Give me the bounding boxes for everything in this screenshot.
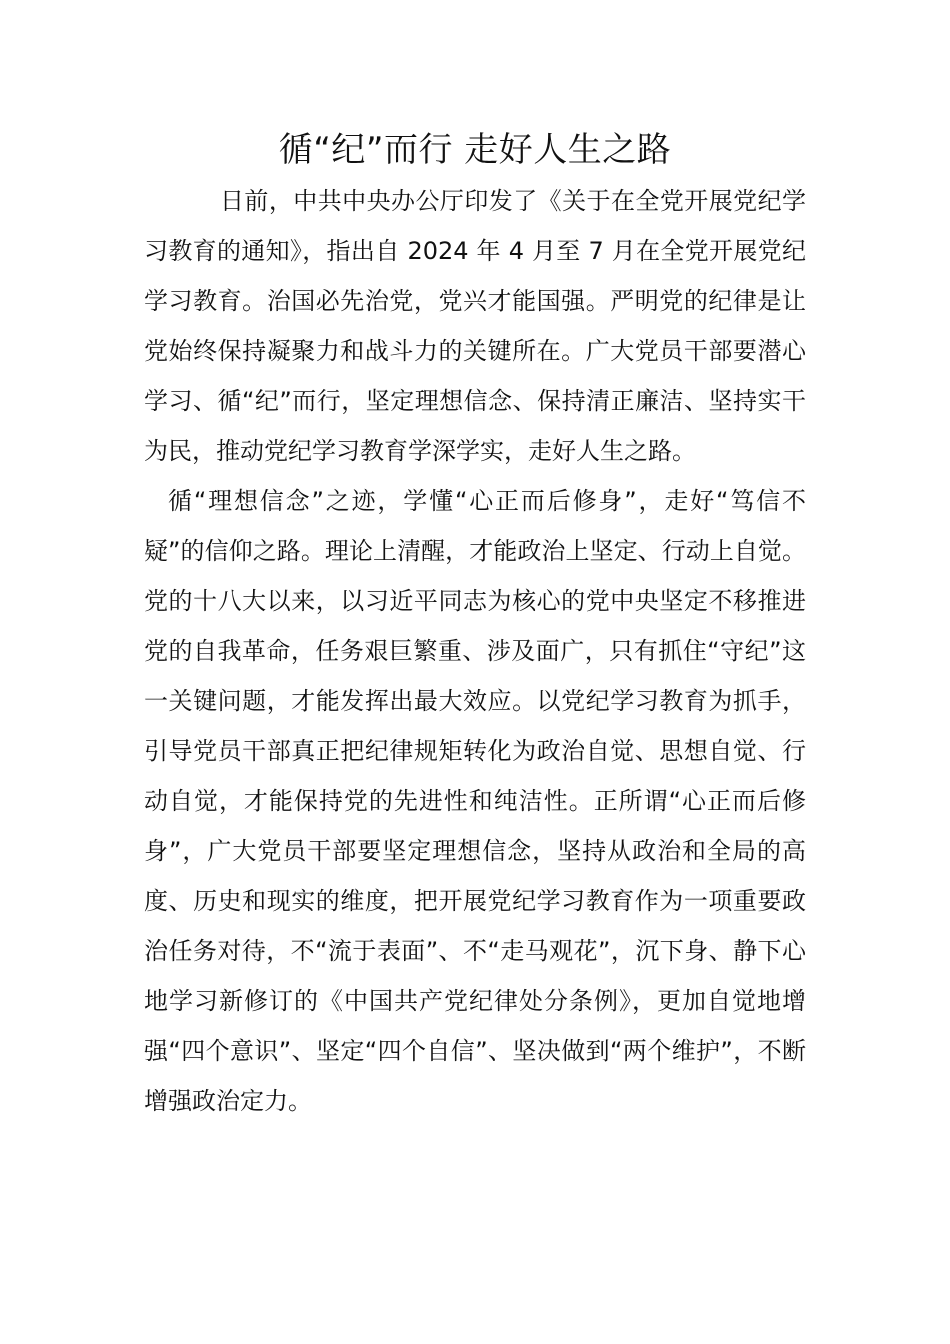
paragraph-intro: 日前，中共中央办公厅印发了《关于在全党开展党纪学习教育的通知》，指出自 2024 年 4 月至 7 月在全党开展党纪学习教育。治国必先治党，党兴才能国强。严明党的纪律是让党始终保持凝聚力和战斗力的关键所在。广大党员干部要潜心学习、循“纪”而行，坚定理想信念、保持清正廉洁、坚持实干为民，推动党纪学习教育学深学实，走好人生之路。 bbox=[144, 187, 806, 465]
document-title: 循“纪”而行 走好人生之路 bbox=[278, 130, 672, 170]
document-body bbox=[144, 176, 806, 1126]
paragraph-ideals: 循“理想信念”之迹，学懂“心正而后修身”，走好“笃信不疑”的信仰之路。理论上清醒，才能政治上坚定、行动上自觉。党的十八大以来，以习近平同志为核心的党中央坚定不移推进党的自我革命，任务艰巨繁重、涉及面广，只有抓住“守纪”这一关键问题，才能发挥出最大效应。以党纪学习教育为抓手，引导党员干部真正把纪律规矩转化为政治自觉、思想自觉、行动自觉，才能保持党的先进性和纯洁性。正所谓“心正而后修身”，广大党员干部要坚定理想信念，坚持从政治和全局的高度、历史和现实的维度，把开展党纪学习教育作为一项重要政治任务对待，不“流于表面”、不“走马观花”，沉下身、静下心地学习新修订的《中国共产党纪律处分条例》，更加自觉地增强“四个意识”、坚定“四个自信”、坚决做到“两个维护”，不断增强政治定力。 bbox=[144, 487, 806, 1115]
